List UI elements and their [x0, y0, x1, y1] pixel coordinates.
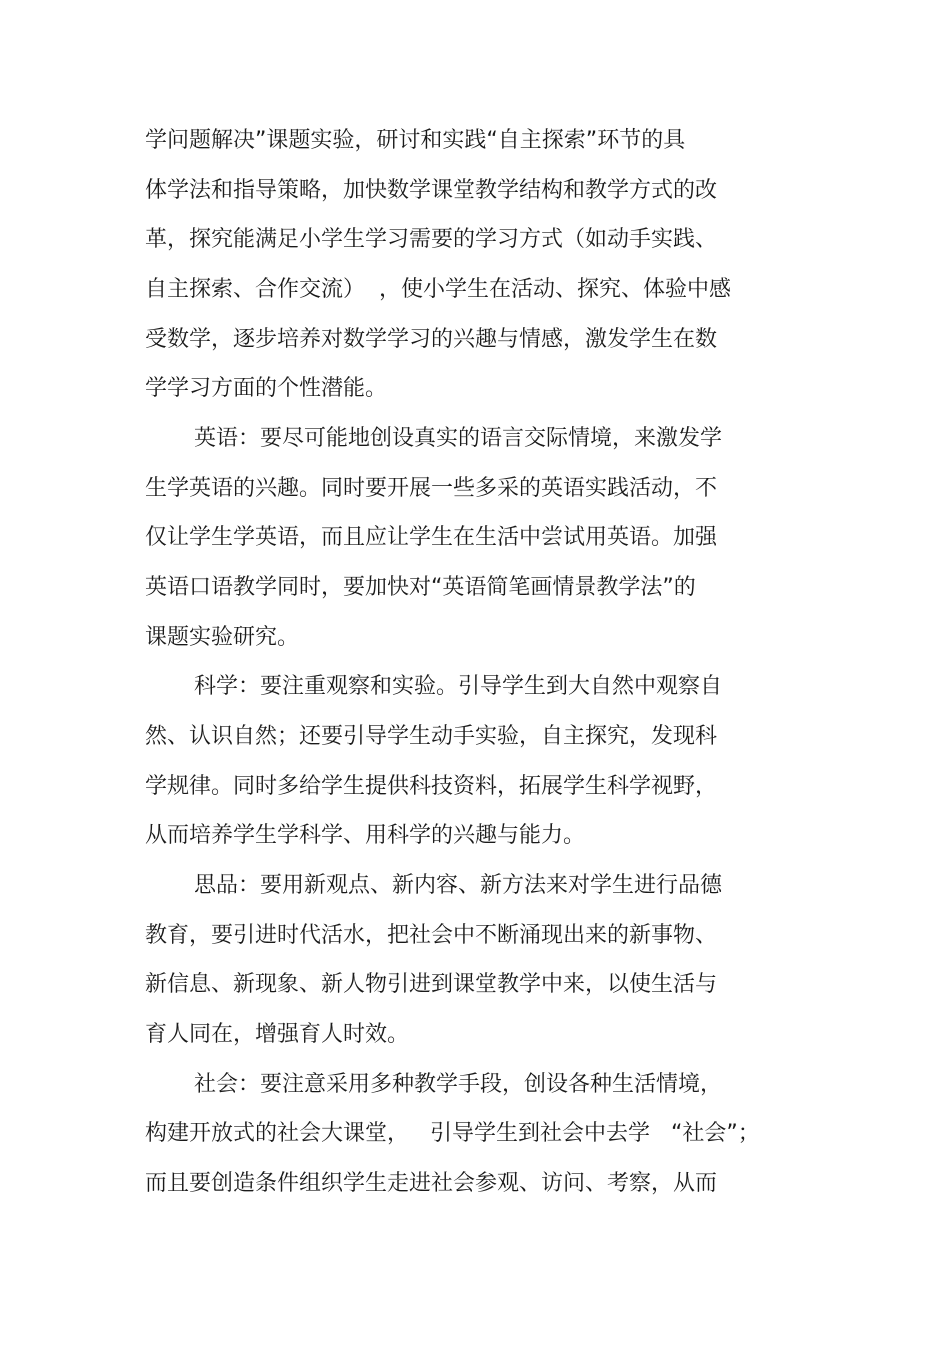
text-line: 构建开放式的社会大课堂， 引导学生到社会中去学 “社会”；: [145, 1121, 760, 1146]
text-line: 体学法和指导策略，加快数学课堂教学结构和教学方式的改: [145, 178, 718, 203]
text-line: 课题实验研究。: [145, 625, 300, 650]
paragraph-society-start: 社会：要注意采用多种教学手段，创设各种生活情境，: [194, 1072, 723, 1097]
text-line: 教育，要引进时代活水，把社会中不断涌现出来的新事物、: [145, 923, 718, 948]
text-line: 从而培养学生学科学、用科学的兴趣与能力。: [145, 823, 586, 848]
text-line: 然、认识自然；还要引导学生动手实验，自主探究，发现科: [145, 724, 718, 749]
text-line: 育人同在，增强育人时效。: [145, 1022, 410, 1047]
text-line: 学规律。同时多给学生提供科技资料，拓展学生科学视野，: [145, 774, 718, 799]
paragraph-science-start: 科学：要注重观察和实验。引导学生到大自然中观察自: [194, 674, 723, 699]
text-line: 自主探索、合作交流） ，使小学生在活动、探究、体验中感: [145, 277, 731, 302]
text-line: 仅让学生学英语，而且应让学生在生活中尝试用英语。加强: [145, 525, 718, 550]
text-line: 革，探究能满足小学生学习需要的学习方式（如动手实践、: [145, 227, 718, 252]
text-line: 受数学，逐步培养对数学学习的兴趣与情感，激发学生在数: [145, 327, 718, 352]
text-line: 学学习方面的个性潜能。: [145, 376, 388, 401]
text-line: 新信息、新现象、新人物引进到课堂教学中来，以使生活与: [145, 972, 718, 997]
text-line: 生学英语的兴趣。同时要开展一些多采的英语实践活动，不: [145, 476, 718, 501]
paragraph-morality-start: 思品：要用新观点、新内容、新方法来对学生进行品德: [194, 873, 723, 898]
paragraph-english-start: 英语：要尽可能地创设真实的语言交际情境，来激发学: [194, 426, 723, 451]
text-line: 而且要创造条件组织学生走进社会参观、访问、考察，从而: [145, 1171, 718, 1196]
text-line: 学问题解决”课题实验，研讨和实践“自主探索”环节的具: [145, 128, 686, 153]
text-line: 英语口语教学同时，要加快对“英语简笔画情景教学法”的: [145, 575, 696, 600]
